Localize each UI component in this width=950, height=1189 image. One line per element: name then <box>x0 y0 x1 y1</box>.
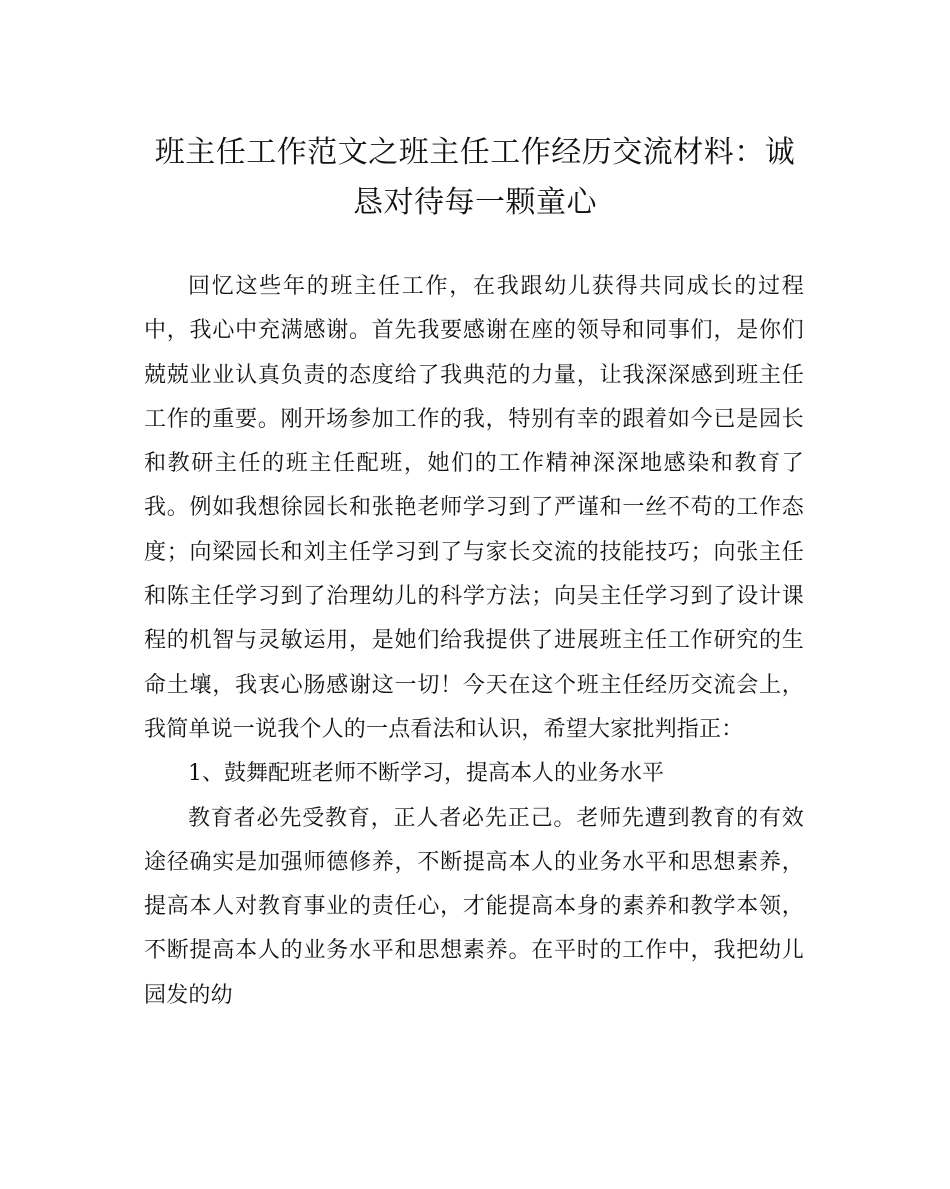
paragraph-intro: 回忆这些年的班主任工作，在我跟幼儿获得共同成长的过程中，我心中充满感谢。首先我要感谢在座的领导和同事们，是你们兢兢业业认真负责的态度给了我典范的力量，让我深深感到班主任工作的重要。刚开场参加工作的我，特别有幸的跟着如今已是园长和教研主任的班主任配班，她们的工作精神深深地感染和教育了我。例如我想徐园长和张艳老师学习到了严谨和一丝不苟的工作态度；向梁园长和刘主任学习到了与家长交流的技能技巧；向张主任和陈主任学习到了治理幼儿的科学方法；向吴主任学习到了设计课程的机智与灵敏运用，是她们给我提供了进展班主任工作研究的生命土壤，我衷心肠感谢这一切！今天在这个班主任经历交流会上，我简单说一说我个人的一点看法和认识，希望大家批判指正： <box>144 274 804 742</box>
document-body <box>144 265 804 1018</box>
paragraph-section-1: 教育者必先受教育，正人者必先正己。老师先遭到教育的有效途径确实是加强师德修养，不断提高本人的业务水平和思想素养，提高本人对教育事业的责任心，才能提高本身的素养和教学本领，不断提高本人的业务水平和思想素养。在平时的工作中，我把幼儿园发的幼 <box>144 805 804 1008</box>
section-heading: 1、鼓舞配班老师不断学习，提高本人的业务水平 <box>188 761 664 787</box>
document-title: 班主任工作范文之班主任工作经历交流材料：诚恳对待每一颗童心 <box>154 135 796 220</box>
